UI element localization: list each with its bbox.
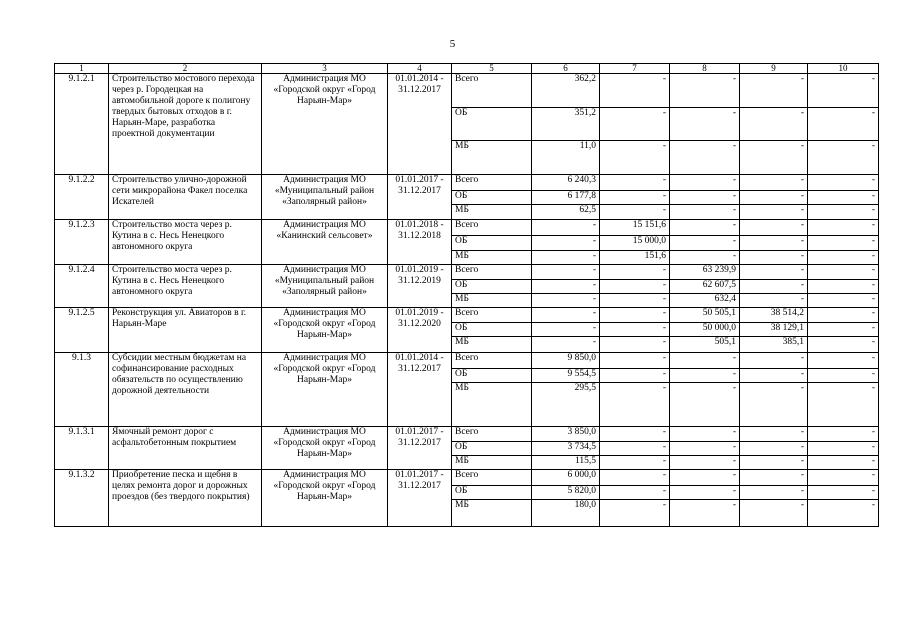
funding-amount: - <box>808 175 879 191</box>
funding-amount: - <box>808 265 879 280</box>
funding-amount: - <box>740 141 808 175</box>
table-row <box>55 74 879 108</box>
implementation-period: 01.01.2014 - 31.12.2017 <box>388 353 452 427</box>
column-header: 9 <box>740 64 808 74</box>
funding-source: МБ <box>452 205 532 220</box>
funding-source: Всего <box>452 265 532 280</box>
funding-amount: - <box>740 251 808 265</box>
funding-amount: - <box>808 486 879 500</box>
funding-amount: - <box>670 205 740 220</box>
funding-amount: - <box>740 74 808 108</box>
activity-name: Строительство моста через р. Кутина в с. Несь Ненецкого автономного округа <box>109 220 262 265</box>
funding-amount: - <box>670 236 740 251</box>
funding-amount: - <box>600 205 670 220</box>
implementation-period: 01.01.2017 - 31.12.2017 <box>388 427 452 470</box>
column-number-row <box>55 64 879 74</box>
funding-amount: - <box>740 108 808 141</box>
funding-amount: - <box>532 308 600 323</box>
activity-code: 9.1.2.4 <box>55 265 109 308</box>
implementation-period: 01.01.2019 - 31.12.2019 <box>388 265 452 308</box>
funding-amount: - <box>740 294 808 308</box>
funding-amount: 6 000,0 <box>532 470 600 486</box>
funding-amount: 385,1 <box>740 337 808 353</box>
funding-source: Всего <box>452 74 532 108</box>
funding-amount: - <box>532 294 600 308</box>
funding-amount: 6 240,3 <box>532 175 600 191</box>
activity-code: 9.1.3 <box>55 353 109 427</box>
funding-amount: - <box>808 383 879 427</box>
funding-amount: 50 000,0 <box>670 323 740 337</box>
funding-amount: - <box>670 470 740 486</box>
funding-amount: 295,5 <box>532 383 600 427</box>
responsible-organization: Администрация МО «Муниципальный район «Заполярный район» <box>262 265 388 308</box>
funding-source: МБ <box>452 456 532 470</box>
funding-amount: - <box>600 337 670 353</box>
funding-amount: - <box>808 353 879 369</box>
column-header: 7 <box>600 64 670 74</box>
funding-amount: - <box>740 191 808 205</box>
funding-amount: - <box>740 369 808 383</box>
funding-amount: 15 000,0 <box>600 236 670 251</box>
funding-amount: - <box>600 486 670 500</box>
funding-amount: - <box>600 369 670 383</box>
funding-amount: - <box>808 251 879 265</box>
funding-amount: 38 514,2 <box>740 308 808 323</box>
funding-amount: - <box>808 323 879 337</box>
funding-amount: - <box>808 205 879 220</box>
funding-amount: 11,0 <box>532 141 600 175</box>
responsible-organization: Администрация МО «Городской округ «Город Нарьян-Мар» <box>262 353 388 427</box>
funding-source: МБ <box>452 383 532 427</box>
funding-amount: - <box>808 74 879 108</box>
funding-amount: - <box>808 236 879 251</box>
funding-amount: - <box>600 74 670 108</box>
funding-amount: - <box>600 470 670 486</box>
funding-source: МБ <box>452 141 532 175</box>
column-header: 1 <box>55 64 109 74</box>
funding-source: ОБ <box>452 191 532 205</box>
funding-amount: - <box>740 442 808 456</box>
funding-source: ОБ <box>452 442 532 456</box>
activity-code: 9.1.2.1 <box>55 74 109 175</box>
funding-amount: - <box>670 191 740 205</box>
activity-name: Субсидии местным бюджетам на софинансирование расходных обязательств по осуществлению дорожной деятельности <box>109 353 262 427</box>
funding-amount: - <box>740 220 808 236</box>
funding-amount: - <box>670 175 740 191</box>
funding-source: Всего <box>452 353 532 369</box>
column-header: 2 <box>109 64 262 74</box>
funding-source: ОБ <box>452 323 532 337</box>
funding-amount: - <box>808 500 879 527</box>
column-header: 4 <box>388 64 452 74</box>
funding-source: МБ <box>452 294 532 308</box>
funding-amount: - <box>808 369 879 383</box>
activity-code: 9.1.3.1 <box>55 427 109 470</box>
activity-name: Реконструкция ул. Авиаторов в г. Нарьян-Маре <box>109 308 262 353</box>
funding-amount: - <box>808 280 879 294</box>
funding-amount: - <box>532 251 600 265</box>
funding-amount: - <box>600 353 670 369</box>
funding-amount: - <box>670 108 740 141</box>
funding-amount: - <box>532 280 600 294</box>
responsible-organization: Администрация МО «Городской округ «Город Нарьян-Мар» <box>262 427 388 470</box>
funding-amount: - <box>670 486 740 500</box>
funding-amount: 38 129,1 <box>740 323 808 337</box>
funding-amount: - <box>600 294 670 308</box>
funding-amount: - <box>670 141 740 175</box>
funding-amount: - <box>740 470 808 486</box>
implementation-period: 01.01.2017 - 31.12.2017 <box>388 175 452 220</box>
responsible-organization: Администрация МО «Городской округ «Город Нарьян-Мар» <box>262 308 388 353</box>
funding-amount: - <box>808 470 879 486</box>
funding-amount: - <box>532 265 600 280</box>
funding-amount: - <box>600 456 670 470</box>
funding-source: ОБ <box>452 486 532 500</box>
funding-amount: - <box>600 323 670 337</box>
funding-source: МБ <box>452 500 532 527</box>
funding-amount: - <box>532 337 600 353</box>
funding-amount: - <box>740 383 808 427</box>
table-row <box>55 353 879 369</box>
funding-amount: - <box>808 456 879 470</box>
activity-code: 9.1.3.2 <box>55 470 109 527</box>
activity-code: 9.1.2.5 <box>55 308 109 353</box>
funding-amount: 3 734,5 <box>532 442 600 456</box>
funding-amount: - <box>670 500 740 527</box>
responsible-organization: Администрация МО «Городской округ «Город Нарьян-Мар» <box>262 74 388 175</box>
funding-amount: - <box>600 108 670 141</box>
funding-amount: - <box>670 353 740 369</box>
funding-amount: - <box>808 141 879 175</box>
implementation-period: 01.01.2017 - 31.12.2017 <box>388 470 452 527</box>
column-header: 8 <box>670 64 740 74</box>
funding-amount: - <box>808 427 879 442</box>
activity-name: Приобретение песка и щебня в целях ремонта дорог и дорожных проездов (без твердого покрытия) <box>109 470 262 527</box>
funding-amount: 15 151,6 <box>600 220 670 236</box>
funding-amount: - <box>600 280 670 294</box>
table-row <box>55 470 879 486</box>
funding-amount: - <box>600 308 670 323</box>
funding-amount: 632,4 <box>670 294 740 308</box>
funding-source: ОБ <box>452 280 532 294</box>
table-row <box>55 308 879 323</box>
funding-amount: - <box>740 500 808 527</box>
funding-source: ОБ <box>452 369 532 383</box>
funding-amount: 5 820,0 <box>532 486 600 500</box>
funding-amount: - <box>670 427 740 442</box>
funding-amount: 62,5 <box>532 205 600 220</box>
funding-amount: 50 505,1 <box>670 308 740 323</box>
responsible-organization: Администрация МО «Канинский сельсовет» <box>262 220 388 265</box>
funding-amount: - <box>600 265 670 280</box>
activity-name: Строительство улично-дорожной сети микрорайона Факел поселка Искателей <box>109 175 262 220</box>
implementation-period: 01.01.2014 - 31.12.2017 <box>388 74 452 175</box>
funding-amount: - <box>670 251 740 265</box>
funding-source: МБ <box>452 251 532 265</box>
funding-amount: - <box>740 427 808 442</box>
funding-amount: 151,6 <box>600 251 670 265</box>
funding-source: Всего <box>452 220 532 236</box>
funding-amount: 351,2 <box>532 108 600 141</box>
funding-amount: - <box>740 175 808 191</box>
table-row <box>55 220 879 236</box>
funding-amount: - <box>532 236 600 251</box>
responsible-organization: Администрация МО «Городской округ «Город Нарьян-Мар» <box>262 470 388 527</box>
funding-source: МБ <box>452 337 532 353</box>
funding-source: Всего <box>452 470 532 486</box>
funding-amount: - <box>600 175 670 191</box>
activity-name: Ямочный ремонт дорог с асфальтобетонным покрытием <box>109 427 262 470</box>
funding-amount: - <box>670 383 740 427</box>
activity-code: 9.1.2.2 <box>55 175 109 220</box>
funding-source: ОБ <box>452 236 532 251</box>
funding-amount: - <box>532 220 600 236</box>
funding-source: Всего <box>452 308 532 323</box>
funding-amount: 180,0 <box>532 500 600 527</box>
funding-amount: - <box>808 308 879 323</box>
funding-amount: 362,2 <box>532 74 600 108</box>
funding-amount: - <box>740 486 808 500</box>
funding-amount: - <box>808 191 879 205</box>
column-header: 5 <box>452 64 532 74</box>
funding-amount: - <box>808 220 879 236</box>
funding-amount: - <box>740 205 808 220</box>
funding-amount: 62 607,5 <box>670 280 740 294</box>
funding-amount: - <box>670 442 740 456</box>
funding-amount: - <box>670 220 740 236</box>
funding-amount: 9 850,0 <box>532 353 600 369</box>
page-number: 5 <box>449 38 456 50</box>
funding-amount: - <box>670 74 740 108</box>
funding-source: Всего <box>452 175 532 191</box>
column-header: 6 <box>532 64 600 74</box>
table-row <box>55 175 879 191</box>
funding-amount: - <box>670 369 740 383</box>
funding-amount: - <box>532 323 600 337</box>
funding-amount: - <box>808 337 879 353</box>
program-activities-table <box>54 63 879 527</box>
activity-name: Строительство моста через р. Кутина в с. Несь Ненецкого автономного округа <box>109 265 262 308</box>
column-header: 3 <box>262 64 388 74</box>
funding-amount: - <box>600 427 670 442</box>
funding-source: Всего <box>452 427 532 442</box>
responsible-organization: Администрация МО «Муниципальный район «Заполярный район» <box>262 175 388 220</box>
funding-amount: 3 850,0 <box>532 427 600 442</box>
table-row <box>55 265 879 280</box>
funding-amount: - <box>670 456 740 470</box>
funding-amount: - <box>740 456 808 470</box>
column-header: 10 <box>808 64 879 74</box>
funding-amount: 115,5 <box>532 456 600 470</box>
table-body <box>55 74 879 527</box>
funding-source: ОБ <box>452 108 532 141</box>
funding-amount: 6 177,8 <box>532 191 600 205</box>
funding-amount: - <box>808 108 879 141</box>
implementation-period: 01.01.2018 - 31.12.2018 <box>388 220 452 265</box>
activity-name: Строительство мостового перехода через р. Городецкая на автомобильной дороге к полигону твердых бытовых отходов в г. Нарьян-Маре, разработка проектной документации <box>109 74 262 175</box>
funding-amount: - <box>600 383 670 427</box>
activity-code: 9.1.2.3 <box>55 220 109 265</box>
funding-amount: - <box>600 442 670 456</box>
table-row <box>55 427 879 442</box>
funding-amount: - <box>808 294 879 308</box>
funding-amount: - <box>740 280 808 294</box>
funding-amount: - <box>600 191 670 205</box>
implementation-period: 01.01.2019 - 31.12.2020 <box>388 308 452 353</box>
funding-amount: - <box>600 141 670 175</box>
funding-amount: - <box>740 236 808 251</box>
funding-amount: 63 239,9 <box>670 265 740 280</box>
funding-amount: - <box>600 500 670 527</box>
funding-amount: - <box>808 442 879 456</box>
funding-amount: 505,1 <box>670 337 740 353</box>
funding-amount: 9 554,5 <box>532 369 600 383</box>
funding-amount: - <box>740 265 808 280</box>
funding-amount: - <box>740 353 808 369</box>
